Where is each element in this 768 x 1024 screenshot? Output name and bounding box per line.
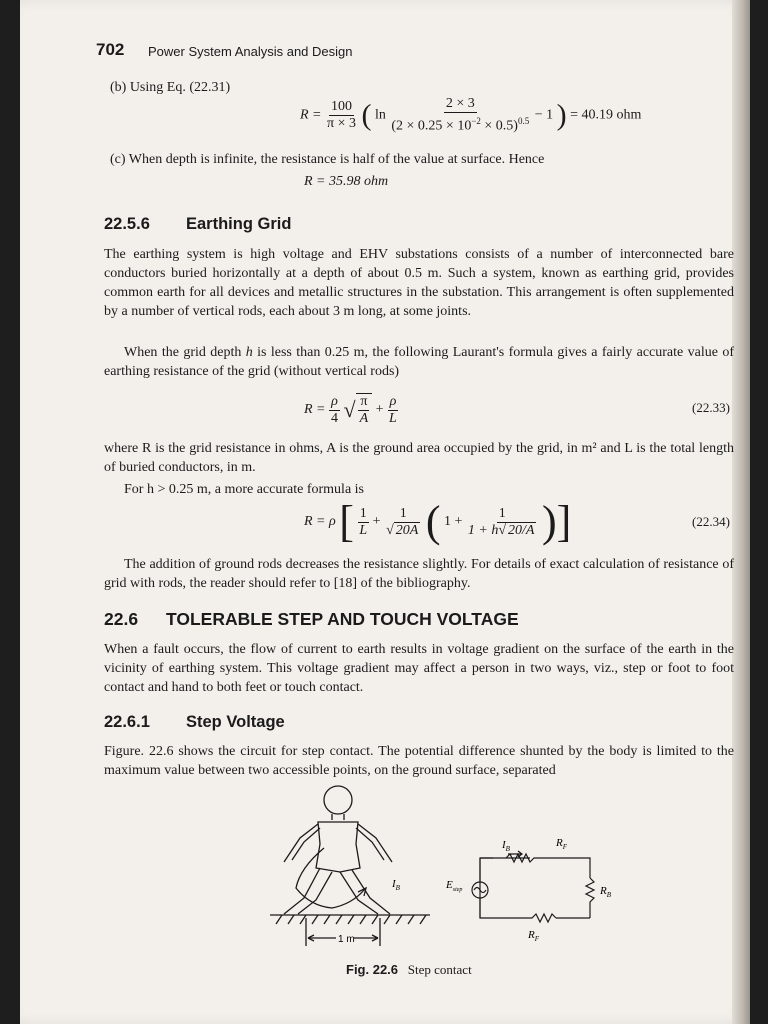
- right-paren: ): [556, 98, 567, 132]
- paragraph-where: where R is the grid resistance in ohms, A is the ground area occupied by the grid, in m² and L is the total length of buried conductors, in m.: [104, 441, 734, 475]
- label-rf-top: $R_F$: [556, 837, 568, 851]
- denominator: L: [359, 522, 368, 538]
- denominator: 1 + h√ 20/A: [467, 522, 535, 538]
- left-bracket: [: [339, 497, 354, 546]
- fraction-rho-over-l: [387, 394, 399, 427]
- numerator: 1: [359, 505, 367, 521]
- label-rf-bottom: $R_F$: [528, 929, 540, 943]
- numerator: ρ: [331, 393, 338, 409]
- eq-result: = 40.19 ohm: [570, 107, 642, 123]
- circuit-left-wire: [480, 858, 498, 918]
- circuit-diagram: [472, 851, 594, 922]
- section-heading-22-6: [104, 609, 519, 630]
- right-bracket: ]: [556, 497, 572, 546]
- book-page: [20, 0, 750, 1024]
- exponent: 0.5: [517, 116, 530, 126]
- section-title: Earthing Grid: [186, 215, 292, 233]
- numerator: 1: [498, 505, 506, 521]
- denominator: L: [389, 410, 397, 426]
- left-paren: (: [425, 497, 441, 546]
- fraction-rho-over-4: [329, 394, 340, 427]
- label-rb: $R_B$: [600, 885, 612, 899]
- paragraph-for-h: For h > 0.25 m, a more accurate formula is: [124, 482, 364, 497]
- plus: +: [372, 514, 381, 530]
- person-drawing: [270, 786, 430, 946]
- section-number: 22.6: [104, 609, 139, 629]
- text-run: h: [245, 345, 253, 360]
- right-wire-top: [556, 858, 590, 878]
- equation-number-22-34: (22.34): [692, 514, 730, 529]
- text-run: When the grid depth: [124, 345, 246, 360]
- den-part: 1 + h: [467, 522, 499, 538]
- paragraph-ground-rods: The addition of ground rods decreases the resistance slightly. For details of exact calculation of resistance of grid with rods, the reader should refer to [18] of the bibliography.: [104, 557, 734, 591]
- current-path: [296, 848, 364, 908]
- den-part: × 0.5): [480, 118, 518, 134]
- numerator: 100: [330, 98, 352, 114]
- radicand: 20/A: [508, 522, 535, 538]
- label-ib-circuit: $I_B$: [502, 839, 510, 853]
- left-paren: (: [361, 98, 372, 132]
- fraction-inner: [466, 506, 539, 539]
- paragraph-fault: When a fault occurs, the flow of current to earth results in voltage gradient on the surface of the earth in the vicinity of earthing system. This voltage gradient may affect a person in two ways, viz., step or foot to foot contact and hand to both feet or touch contact.: [104, 642, 734, 695]
- one-plus: 1 +: [443, 514, 463, 530]
- paragraph-step-voltage: Figure. 22.6 shows the circuit for step contact. The potential difference shunted by the body is limited to the maximum value between two accessible points, on the ground surface, separated: [104, 744, 734, 778]
- sqrt-sign: √: [343, 397, 356, 422]
- running-header: Power System Analysis and Design: [148, 44, 353, 59]
- exponent: −2: [471, 116, 481, 126]
- caption-label: Fig. 22.6: [346, 962, 399, 977]
- equation-number-22-33: (22.33): [692, 400, 730, 415]
- section-title: Step Voltage: [186, 713, 285, 731]
- plus: +: [375, 402, 384, 418]
- section-number: 22.6.1: [104, 713, 150, 731]
- paragraph-laurant: [104, 343, 734, 381]
- label-dimension: 1 m: [338, 934, 355, 945]
- ground-hatch: [276, 915, 426, 924]
- figure-step-contact: [240, 778, 612, 953]
- section-heading-22-6-1: [104, 713, 285, 732]
- equation-22-33: [304, 393, 399, 427]
- ln-operator: ln: [374, 107, 386, 123]
- figure-caption: [346, 962, 472, 978]
- fraction-1-over-sqrt20a: [384, 506, 422, 539]
- page-edge: [732, 0, 750, 1024]
- denominator: A: [359, 411, 369, 426]
- section-title: TOLERABLE STEP AND TOUCH VOLTAGE: [166, 609, 519, 629]
- section-number: 22.5.6: [104, 215, 150, 233]
- part-c-text: (c) When depth is infinite, the resistance is half of the value at surface. Hence: [110, 152, 545, 167]
- right-paren: ): [541, 497, 557, 546]
- numerator: 1: [399, 505, 407, 521]
- fraction-100-over-3pi: [325, 99, 358, 132]
- caption-text: Step contact: [407, 962, 472, 977]
- den-part: (2 × 0.25 × 10: [391, 118, 472, 134]
- equation-22-34: [304, 497, 572, 546]
- numerator: ρ: [389, 393, 397, 409]
- eq-lhs: R = ρ: [304, 514, 336, 530]
- denominator: [389, 113, 531, 135]
- label-estep: $E_{step}$: [446, 879, 463, 893]
- person-head: [324, 786, 352, 814]
- current-arrow-circuit: [508, 851, 522, 857]
- denominator: √ 20A: [386, 522, 419, 538]
- resistor-rf-bottom: [498, 914, 556, 922]
- page-number: 702: [96, 40, 125, 59]
- denominator: 4: [331, 410, 338, 426]
- fraction-pi-over-a: [356, 393, 373, 427]
- eq-lhs: R =: [300, 107, 322, 123]
- minus-one: − 1: [534, 107, 554, 123]
- denominator: π × 3: [327, 115, 356, 131]
- numerator: 2 × 3: [445, 96, 475, 111]
- resistor-rb: [586, 878, 594, 918]
- person-torso: [316, 822, 360, 872]
- radicand: 20A: [395, 522, 419, 538]
- section-heading-22-5-6: [104, 215, 291, 234]
- person-right-arm: [356, 824, 392, 862]
- label-ib-person: $I_B$: [392, 878, 400, 892]
- person-neck: [332, 814, 344, 820]
- equation-part-b: [300, 96, 641, 135]
- part-b-label: (b) Using Eq. (22.31): [110, 80, 231, 95]
- text-run: is less than 0.25 m, the following Laurant's formula gives a fairly accurate value of earthing resistance of the grid (without vertical rods): [104, 345, 734, 379]
- numerator: π: [360, 394, 368, 409]
- fraction-1-over-l: [357, 506, 369, 539]
- fraction-ln-argument: [389, 96, 531, 135]
- part-c-result: R = 35.98 ohm: [304, 174, 389, 189]
- eq-lhs: R =: [304, 402, 326, 418]
- paragraph-earthing-grid: The earthing system is high voltage and EHV substations consists of a number of interconnected bare conductors buried horizontally at a depth of about 0.5 m. Such a system, known as earthing grid, provides common earth for all devices and metallic structures in the substation. This arrangement is often supplemented by a number of vertical rods, each about 3 m long, at some joints.: [104, 247, 734, 319]
